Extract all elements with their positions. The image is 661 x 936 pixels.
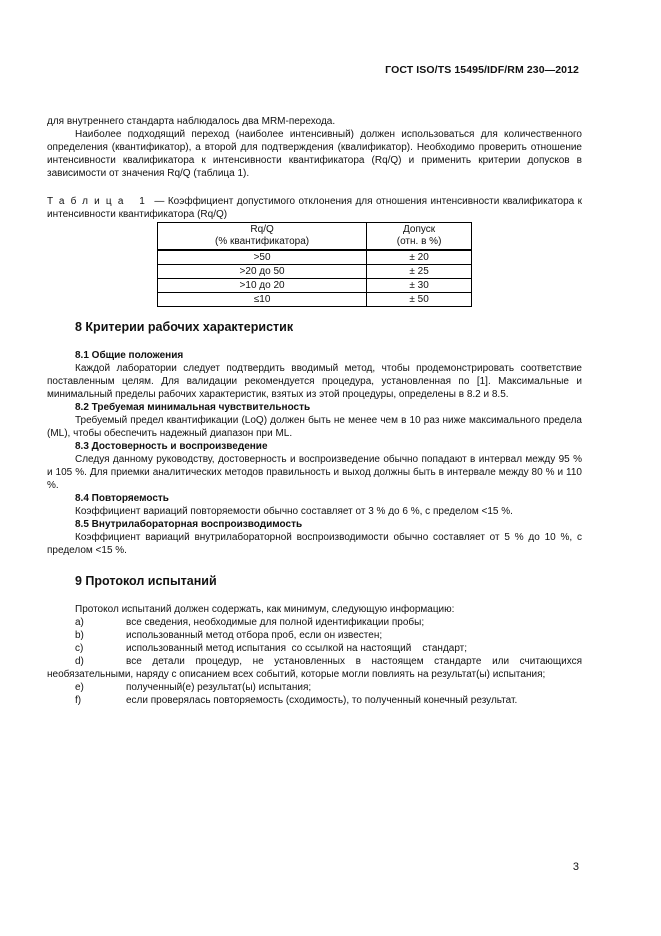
table-cell-tolerance: ± 25	[367, 265, 472, 279]
table-header-ratio-line2: (% квантификатора)	[215, 236, 310, 247]
list-item-d-text: все детали процедур, не установленных в настоящем стандарте или считающихся необязательными, наряду с описанием всех событий, которые могли повлиять на результат(ы) испытания;	[47, 656, 582, 680]
table-caption	[47, 195, 582, 221]
table-caption-label: Таблица 1	[47, 196, 151, 207]
list-item-label: e)	[75, 682, 84, 693]
table-header-row	[158, 223, 472, 251]
table-caption-text: — Коэффициент допустимого отклонения для отношения интенсивности квалификатора к интенсивности квантификатора (Rq/Q)	[47, 196, 582, 220]
table-header-tolerance-line2: (отн. в %)	[396, 236, 442, 247]
standard-code-header: ГОСТ ISO/TS 15495/IDF/RM 230—2012	[385, 64, 579, 76]
section-8-5-title: 8.5 Внутрилабораторная воспроизводимость	[75, 519, 303, 530]
table-cell-range: ≤10	[158, 293, 367, 307]
list-item-label: f)	[75, 695, 82, 706]
table-cell-range: >50	[158, 250, 367, 265]
table-cell-range: >10 до 20	[158, 279, 367, 293]
list-item	[47, 694, 582, 707]
table-header-tolerance-line1: Допуск	[403, 224, 436, 235]
section-8-3-title: 8.3 Достоверность и воспроизведение	[75, 441, 268, 452]
list-item	[47, 681, 582, 694]
section-8-5-text: Коэффициент вариаций внутрилабораторной воспроизводимости обычно составляет от 5 % до 10 %, с пределом <15 %.	[47, 532, 582, 556]
list-item	[47, 629, 582, 642]
list-item-label: с)	[75, 643, 84, 654]
section-9-intro: Протокол испытаний должен содержать, как минимум, следующую информацию:	[75, 604, 455, 615]
list-item-text: использованный метод отбора проб, если он известен;	[126, 630, 383, 641]
list-item	[47, 616, 582, 629]
section-9-title: 9 Протокол испытаний	[75, 574, 217, 588]
list-item-label: b)	[75, 630, 84, 641]
list-item-text: если проверялась повторяемость (сходимость), то полученный конечный результат.	[126, 695, 518, 706]
table-row	[158, 279, 472, 293]
section-8-2-text: Требуемый предел квантификации (LoQ) должен быть не менее чем в 10 раз ниже максимального предела (ML), чтобы обеспечить надежный диапазон при ML.	[47, 415, 582, 439]
section-8-4-title: 8.4 Повторяемость	[75, 493, 169, 504]
section-8-title: 8 Критерии рабочих характеристик	[75, 320, 294, 334]
section-8-4-text: Коэффициент вариаций повторяемости обычно составляет от 3 % до 6 %, с пределом <15 %.	[75, 506, 513, 517]
table-header-ratio-line1: Rq/Q	[250, 224, 274, 235]
table-header-ratio	[158, 223, 367, 251]
table-row	[158, 250, 472, 265]
list-item-text: использованный метод испытания со ссылкой на настоящий стандарт;	[126, 643, 468, 654]
table-row	[158, 293, 472, 307]
table-header-tolerance	[367, 223, 472, 251]
list-item	[47, 642, 582, 655]
list-item-d-label: d)	[75, 656, 84, 667]
list-item-label: а)	[75, 617, 84, 628]
section-8-1-text: Каждой лаборатории следует подтвердить вводимый метод, чтобы продемонстрировать соответствие поставленным целям. Для валидации рекомендуется процедура, установленная по [1]. Максимальные и минимальный пределы рабочих характеристик, взятых из этой процедуры, определены в 8.2 и 8.5.	[47, 363, 582, 400]
intro-paragraph-1: для внутреннего стандарта наблюдалось два MRM-перехода.	[47, 116, 336, 127]
table-cell-tolerance: ± 50	[367, 293, 472, 307]
table-cell-range: >20 до 50	[158, 265, 367, 279]
list-item-d	[47, 655, 582, 681]
table-cell-tolerance: ± 30	[367, 279, 472, 293]
list-item-text: все сведения, необходимые для полной идентификации пробы;	[126, 617, 425, 628]
table-row	[158, 265, 472, 279]
tolerance-table	[157, 222, 472, 307]
section-8-1-title: 8.1 Общие положения	[75, 350, 184, 361]
section-8-3-text: Следуя данному руководству, достоверность и воспроизведение обычно попадают в интервал между 95 % и 105 %. Для приемки аналитических методов правильность и выход должны быть в интервале между 80 % и 110 %.	[47, 454, 582, 491]
list-item-text: полученный(е) результат(ы) испытания;	[126, 682, 312, 693]
intro-paragraph-2: Наиболее подходящий переход (наиболее интенсивный) должен использоваться для количественного определения (квантификатор), а второй для подтверждения (квалификатор). Необходимо проверить отношение интенсивности квалификатора к интенсивности квантификатора (Rq/Q) и применить критерии допусков в зависимости от значения Rq/Q (таблица 1).	[47, 129, 582, 179]
table-cell-tolerance: ± 20	[367, 250, 472, 265]
page-content	[47, 115, 582, 707]
section-8-2-title: 8.2 Требуемая минимальная чувствительность	[75, 402, 311, 413]
page-number: 3	[572, 861, 579, 873]
